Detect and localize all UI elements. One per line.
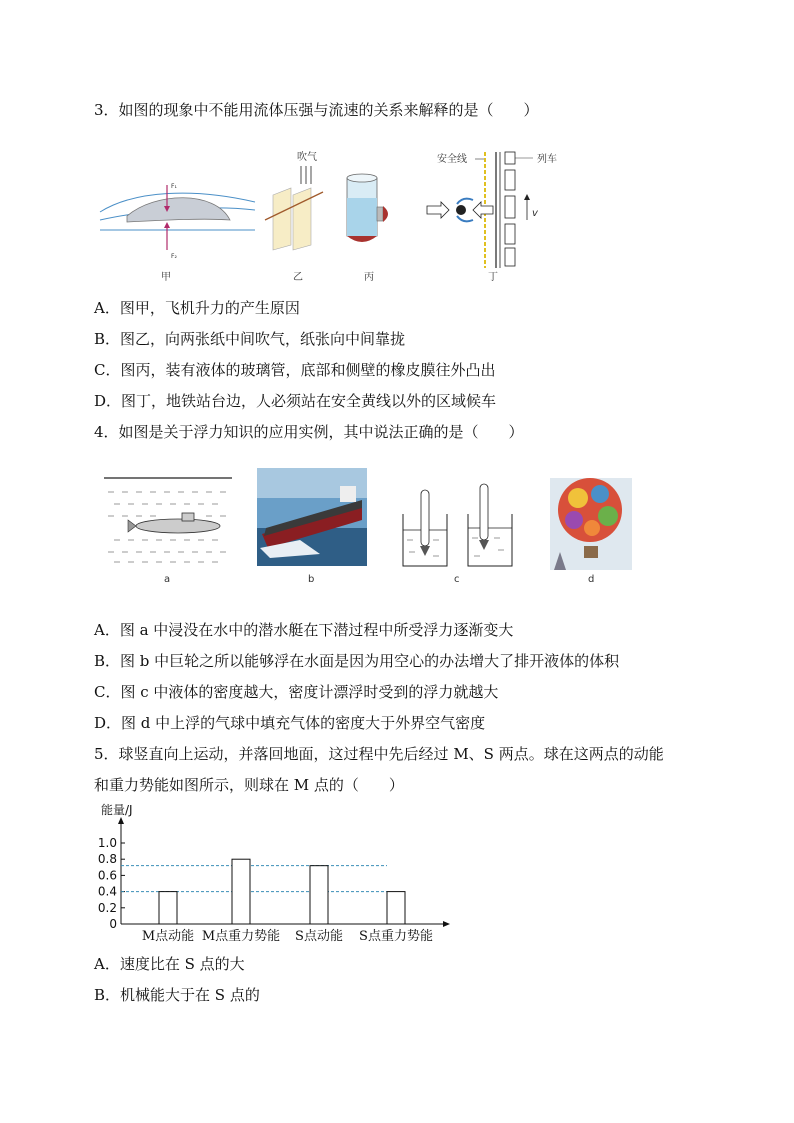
f1-label: F₁ [171,183,177,190]
q5-stem-line2: 和重力势能如图所示，则球在 M 点的（ ） [94,776,404,794]
v-label: v [532,208,538,219]
bar [310,866,328,924]
label-chuiqi: 吹气 [297,152,317,163]
balloon-photo [550,478,632,585]
label-ding: 丁 [488,272,498,283]
q5-option-a: A．速度比在 S 点的大 [94,955,245,973]
q4-figure [100,462,640,590]
ship-photo [257,468,367,585]
label-a: a [164,574,171,585]
label-anquanxian: 安全线 [437,154,467,165]
submarine-diagram [104,478,232,585]
q4-option-c: C．图 c 中液体的密度越大，密度计漂浮时受到的浮力就越大 [94,683,499,701]
q4-option-d: D．图 d 中上浮的气球中填充气体的密度大于外界空气密度 [94,714,486,732]
subway-platform-diagram [427,152,557,283]
hydrometer-diagram [403,484,512,585]
q3-option-d: D．图丁，地铁站台边，人必须站在安全黄线以外的区域候车 [94,392,497,410]
y-tick-label: 1.0 [97,836,117,850]
y-axis-arrow [118,817,124,824]
label-c: c [454,574,460,585]
category-label: M点重力势能 [201,929,281,944]
y-tick-label: 0.8 [97,852,117,867]
glass-tube-diagram [347,174,388,283]
label-jia: 甲 [161,272,171,283]
label-d: d [588,574,595,585]
x-axis-arrow [443,921,450,927]
energy-bar-chart [95,802,455,948]
label-b: b [308,574,315,585]
q4-stem: 4．如图是关于浮力知识的应用实例，其中说法正确的是（ ） [94,423,524,441]
q3-option-b: B．图乙，向两张纸中间吹气，纸张向中间靠拢 [94,330,406,348]
y-tick-label: 0.4 [97,884,117,899]
category-label: M点动能 [141,929,195,944]
q3-option-a: A．图甲，飞机升力的产生原因 [94,299,300,317]
q4-option-b: B．图 b 中巨轮之所以能够浮在水面是因为用空心的办法增大了排开液体的体积 [94,652,620,670]
two-papers-diagram [265,150,323,283]
y-tick-label: 0 [109,917,117,931]
chart-ylabel: 能量/J [101,803,133,817]
y-tick-label: 0.2 [97,900,117,915]
q5-stem-line1: 5．球竖直向上运动，并落回地面，这过程中先后经过 M、S 两点。球在这两点的动能 [94,745,664,763]
q3-figure [95,140,585,290]
bar [387,892,405,924]
q4-option-a: A．图 a 中浸没在水中的潜水艇在下潜过程中所受浮力逐渐变大 [94,621,514,639]
category-label: S点动能 [295,929,343,944]
q3-option-c: C．图丙，装有液体的玻璃管，底部和侧壁的橡皮膜往外凸出 [94,361,496,379]
label-bing: 丙 [364,272,374,283]
bar [159,892,177,924]
label-lieche: 列车 [537,154,557,165]
airplane-wing-diagram [100,183,255,283]
y-tick-label: 0.6 [97,868,117,883]
label-yi: 乙 [293,272,303,283]
f2-label: F₂ [171,253,177,260]
q5-option-b: B．机械能大于在 S 点的 [94,986,260,1004]
bar [232,859,250,924]
q3-stem: 3．如图的现象中不能用流体压强与流速的关系来解释的是（ ） [94,101,539,119]
category-label: S点重力势能 [359,929,433,944]
